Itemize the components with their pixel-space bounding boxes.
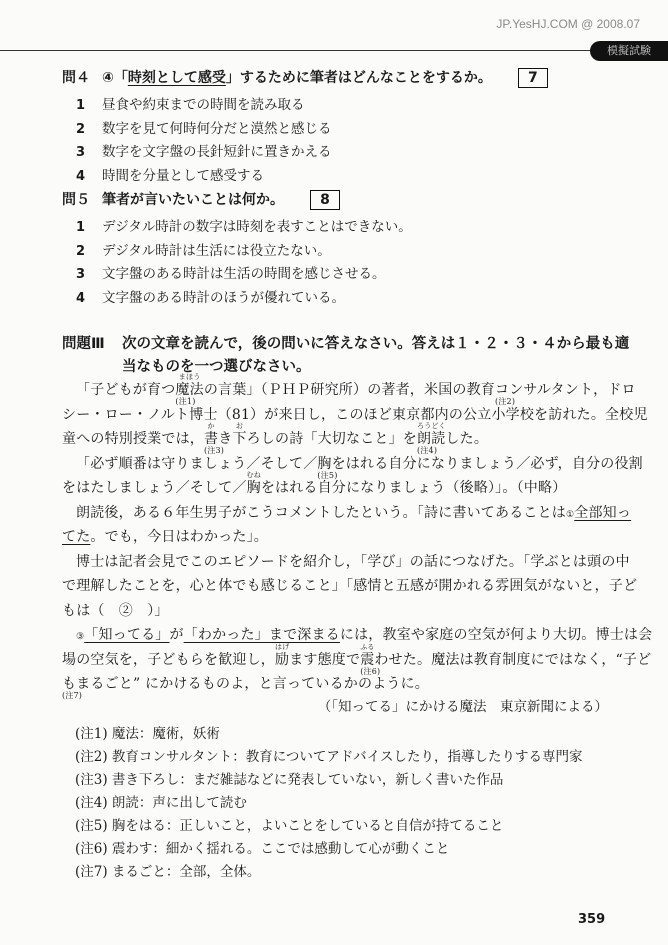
answer-box: 8 (310, 190, 340, 210)
question-number: 問５ (62, 192, 90, 208)
option-text: 数字を文字盤の長針短針に置きかえる (102, 144, 332, 160)
answer-option (76, 215, 412, 235)
passage-text: もは（ ② ）」 (62, 602, 169, 619)
underlined-text (574, 505, 631, 521)
option-number: 4 (76, 290, 86, 306)
option-number: 2 (76, 243, 86, 259)
answer-option (76, 262, 386, 282)
passage-text: シー・ロー・ノルト博士（81）が来日し，このほど東京都内の公立小学校を訪れた。全校児 (62, 406, 648, 423)
passage-text: には，教室や家庭の空気が何より大切。博士は会 (339, 627, 653, 643)
annotated-word: 下 (232, 431, 247, 447)
note-marker: (注2) (495, 397, 516, 406)
passage-line (76, 505, 631, 523)
answer-option (76, 140, 332, 160)
passage-line (62, 676, 430, 700)
passage-line (76, 554, 630, 570)
option-number: 1 (76, 220, 86, 235)
annotated-word: 励 (275, 651, 290, 668)
annotated-word: 書 (204, 431, 219, 447)
option-number: 1 (76, 98, 86, 113)
annotated-text (62, 676, 133, 700)
option-number: 2 (76, 121, 86, 137)
annotated-text (417, 422, 446, 455)
passage-text: 「子どもが育つ (76, 382, 176, 398)
passage-text: き (218, 431, 233, 447)
section-3-heading (62, 332, 629, 353)
passage-text: 「必ず順番は守りましょう／そして／ (76, 455, 318, 472)
annotated-word: 震 (360, 651, 375, 668)
option-text: 文字盤のある時計は生活の時間を感じさせる。 (102, 266, 386, 282)
option-number: 3 (76, 267, 86, 282)
footnote: (注4) 朗読：声に出して読む (75, 795, 247, 811)
section-instruction-1: 次の文章を読んで，後の問いに答えなさい。答えは１・２・３・４から最も適 (122, 336, 630, 352)
passage-text: 場の空気を，子どもらを歓迎し， (62, 651, 275, 668)
furigana: はげ (275, 642, 290, 651)
passage-line (76, 373, 636, 406)
annotated-text (175, 373, 204, 406)
passage-text: が (169, 627, 184, 643)
annotated-word: 朗読 (417, 431, 446, 447)
furigana: ふる (360, 642, 375, 651)
passage-line (62, 578, 637, 594)
passage-text: 博士は記者会見でこのエピソードを紹介し，「学び」の話につなげた。「学ぶとは頭の中 (76, 553, 630, 570)
annotated-word: 魔法 (175, 382, 204, 398)
reference-marker (566, 507, 574, 523)
passage-text: の言葉」（ＰＨＰ研究所）の著者，米国の教育 (203, 382, 496, 398)
option-text: デジタル時計の数字は時刻を表すことはできない。 (102, 219, 412, 235)
annotated-word: 胸をはれる (317, 455, 389, 472)
furigana: まほう (178, 373, 201, 381)
passage-text: した。 (445, 431, 489, 447)
question-prefix: ④「 (102, 70, 128, 86)
footnote: (注7) まるごと：全部，全体。 (75, 864, 261, 880)
annotated-text (317, 455, 389, 480)
passage-line (62, 603, 169, 619)
footnote: (注6) 震わす：細かく揺れる。ここでは感動して心が動くこと (75, 841, 450, 857)
passage-line (62, 407, 648, 423)
furigana: ろうどく (417, 422, 446, 430)
answer-box: 7 (518, 68, 548, 88)
answer-option (76, 239, 331, 259)
annotated-text (232, 422, 247, 447)
annotated-word: 「知ってる」 (84, 627, 170, 643)
annotated-word: 全部知っ (574, 504, 632, 521)
passage-text: ，ドロ (593, 382, 636, 398)
note-marker: (注4) (417, 446, 438, 455)
passage-line (62, 642, 652, 676)
passage-line (62, 529, 268, 545)
underlined-text (84, 627, 169, 643)
passage-text: 童への特別授業では， (62, 431, 204, 447)
annotated-word: てた (62, 529, 91, 545)
furigana: お (235, 422, 244, 430)
furigana: むね (246, 471, 262, 479)
passage-text: をはたしましょう／そして／ (62, 480, 247, 496)
passage-text: わせた。魔法は教育制度にではなく，“子ど (374, 651, 652, 668)
option-text: 昼食や約束までの時間を読み取る (102, 97, 305, 113)
question-suffix: 」するために筆者はどんなことをするか。 (225, 70, 492, 86)
reference-marker (76, 629, 84, 645)
annotated-word: ③ (76, 632, 85, 642)
annotated-text (360, 642, 381, 676)
option-text: デジタル時計は生活には役立たない。 (102, 242, 331, 259)
underlined-text (184, 627, 340, 643)
annotated-word: 胸 (246, 480, 261, 496)
furigana: か (207, 422, 215, 430)
footnote: (注1) 魔法：魔術，妖術 (75, 726, 220, 742)
question-4 (62, 67, 548, 88)
annotated-word: 「わかった」まで深まる (183, 627, 340, 643)
annotated-word: コンサルタント (495, 382, 594, 398)
option-number: 4 (76, 168, 86, 184)
answer-option (76, 286, 345, 306)
answer-option (76, 164, 264, 184)
passage-text: で理解したことを，心と体でも感じること」「感情と五感が開かれる雰囲気がないと，子ど (62, 578, 638, 594)
note-marker: (注5) (317, 470, 338, 480)
passage-text: ます態度で (289, 651, 361, 668)
passage-text: ” にかけるものよ，と言っているかのように。 (133, 676, 430, 692)
passage-line (62, 422, 489, 455)
annotated-text (495, 382, 594, 406)
passage-text: 。でも，今日はわかった」。 (90, 529, 269, 545)
footnote: (注5) 胸をはる：正しいこと，よいことをしていると自信が持てること (75, 818, 504, 834)
option-text: 時間を分量として感受する (102, 167, 264, 184)
option-number: 3 (76, 145, 86, 160)
annotated-text (204, 422, 225, 455)
question-5 (62, 189, 340, 210)
annotated-word: ① (566, 509, 575, 520)
answer-option (76, 117, 332, 137)
section-label: 問題Ⅲ (62, 336, 105, 352)
annotated-word: もまるごと (62, 676, 133, 692)
note-marker: (注1) (175, 397, 196, 406)
answer-option (76, 93, 305, 113)
section-tab: 模擬試験 (590, 41, 668, 61)
underlined-text (62, 529, 90, 545)
page-number: 359 (578, 912, 606, 927)
note-marker: (注3) (204, 446, 225, 455)
question-underlined: 時刻として感受 (127, 70, 226, 86)
question-number: 問４ (62, 70, 90, 86)
footnote: (注2) 教育コンサルタント：教育についてアドバイスしたり，指導したりする専門家 (75, 749, 583, 765)
passage-text: 自分になりましょう／必ず，自分の役割 (388, 455, 643, 472)
note-marker: (注6) (360, 666, 381, 676)
note-marker: (注7) (62, 691, 83, 700)
option-text: 数字を見て何時何分だと漠然と感じる (102, 120, 332, 137)
option-text: 文字盤のある時計のほうが優れている。 (102, 289, 345, 306)
header-rule (0, 50, 600, 51)
passage-text: 朗読後，ある６年生男子がこうコメントしたという。「詩に書いてあることは (76, 504, 566, 521)
section-instruction-2: 当なものを一つ選びなさい。 (122, 359, 311, 375)
site-watermark: JP.YesHJ.COM @ 2008.07 (496, 17, 640, 31)
question-text: 筆者が言いたいことは何か。 (102, 192, 284, 208)
annotated-text (246, 471, 262, 496)
passage-text: をはれる自分になりましょう（後略）」。（中略） (260, 480, 567, 496)
footnote: (注3) 書き下ろし：まだ雑誌などに発表していない，新しく書いた作品 (75, 772, 504, 788)
annotated-text (275, 642, 290, 668)
passage-text: ろしの詩「大切なこと」を (246, 431, 418, 447)
source-citation: （「知ってる」にかける魔法 東京新聞による） (317, 699, 608, 715)
